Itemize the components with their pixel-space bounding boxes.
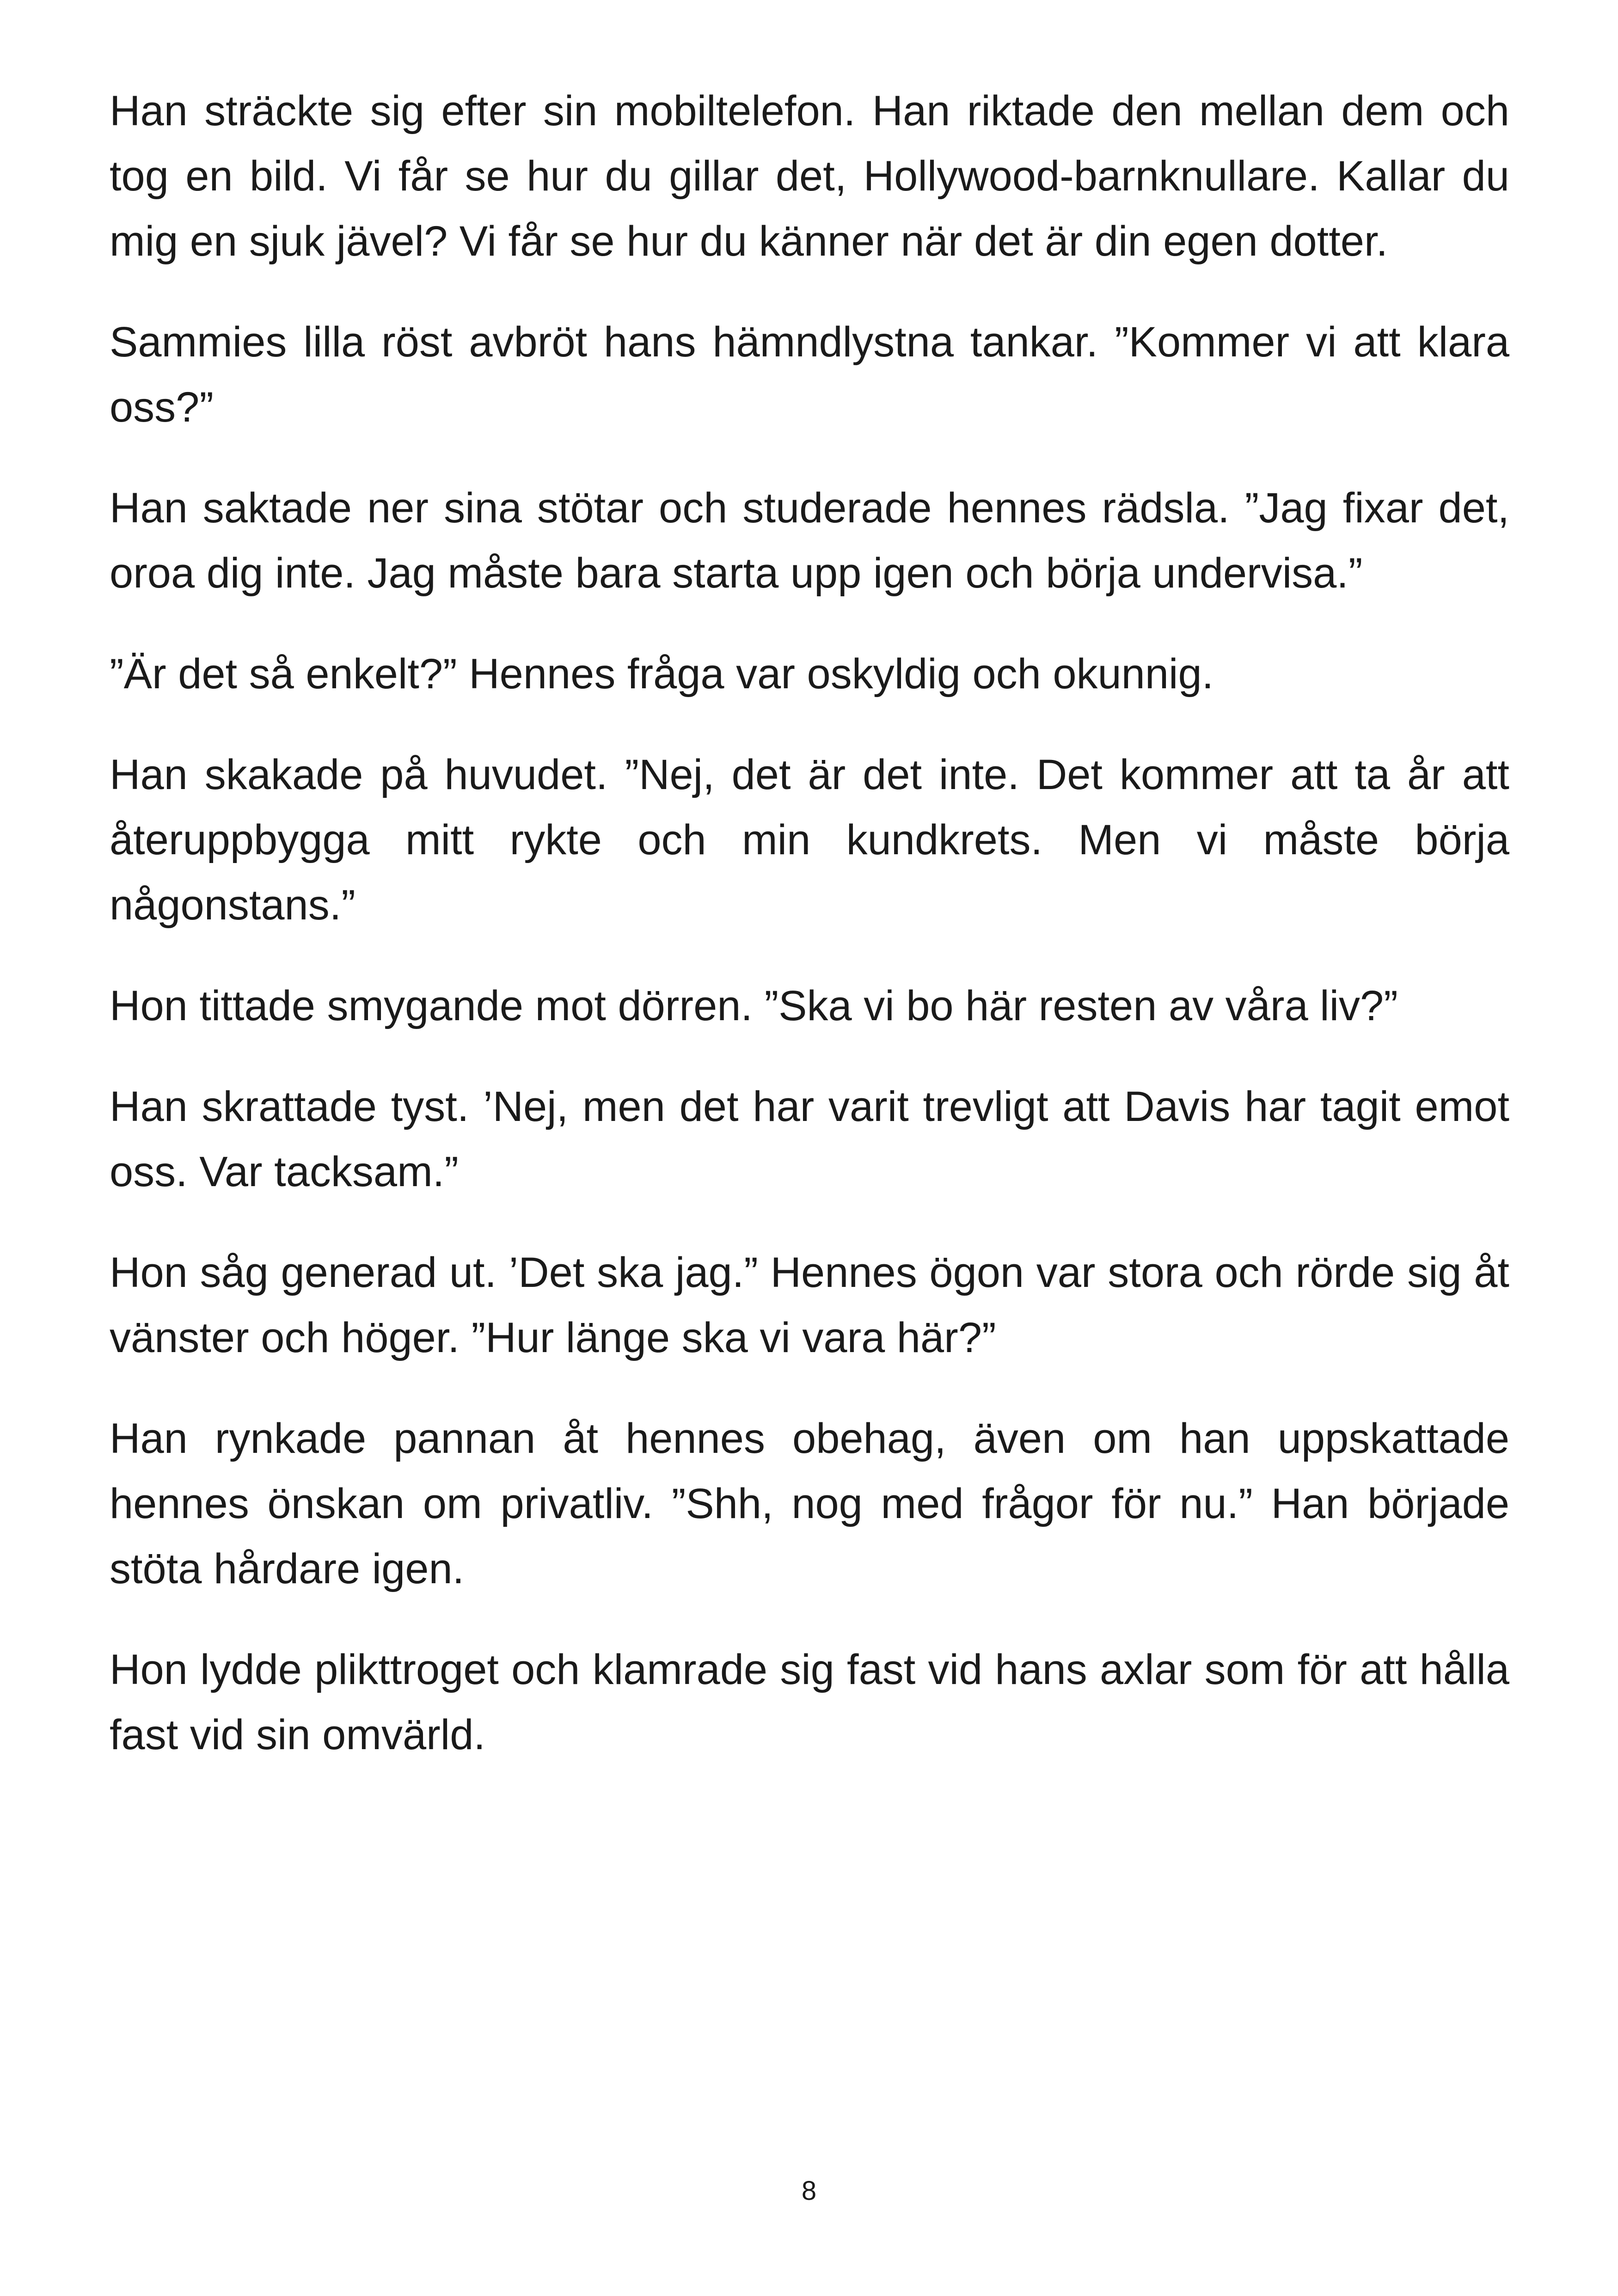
paragraph-4: ”Är det så enkelt?” Hennes fråga var oskyldig och okunnig. xyxy=(110,650,1214,698)
body-text xyxy=(110,79,1509,1803)
paragraph-2: Sammies lilla röst avbröt hans hämndlystna tankar. ”Kommer vi att klara oss?” xyxy=(110,318,1509,431)
paragraph-7: Han skrattade tyst. ’Nej, men det har varit trevligt att Davis har tagit emot oss. Var tacksam.” xyxy=(110,1083,1509,1195)
page-number: 8 xyxy=(801,2176,817,2206)
paragraph-10: Hon lydde plikttroget och klamrade sig fast vid hans axlar som för att hålla fast vid sin omvärld. xyxy=(110,1646,1509,1758)
paragraph-3: Han saktade ner sina stötar och studerade hennes rädsla. ”Jag fixar det, oroa dig inte. Jag måste bara starta upp igen och börja undervisa.” xyxy=(110,484,1509,597)
paragraph-9: Han rynkade pannan åt hennes obehag, även om han uppskattade hennes önskan om privatliv. ”Shh, nog med frågor för nu.” Han började stöta hårdare igen. xyxy=(110,1415,1509,1592)
paragraph-1: Han sträckte sig efter sin mobiltelefon. Han riktade den mellan dem och tog en bild. Vi får se hur du gillar det, Hollywood-barnknullare. Kallar du mig en sjuk jävel? Vi får se hur du känner när det är din egen dotter. xyxy=(110,87,1509,265)
paragraph-8: Hon såg generad ut. ’Det ska jag.” Hennes ögon var stora och rörde sig åt vänster och höger. ”Hur länge ska vi vara här?” xyxy=(110,1249,1509,1361)
paragraph-6: Hon tittade smygande mot dörren. ”Ska vi bo här resten av våra liv?” xyxy=(110,982,1398,1029)
paragraph-5: Han skakade på huvudet. ”Nej, det är det inte. Det kommer att ta år att återuppbygga mitt rykte och min kundkrets. Men vi måste börja någonstans.” xyxy=(110,751,1509,929)
